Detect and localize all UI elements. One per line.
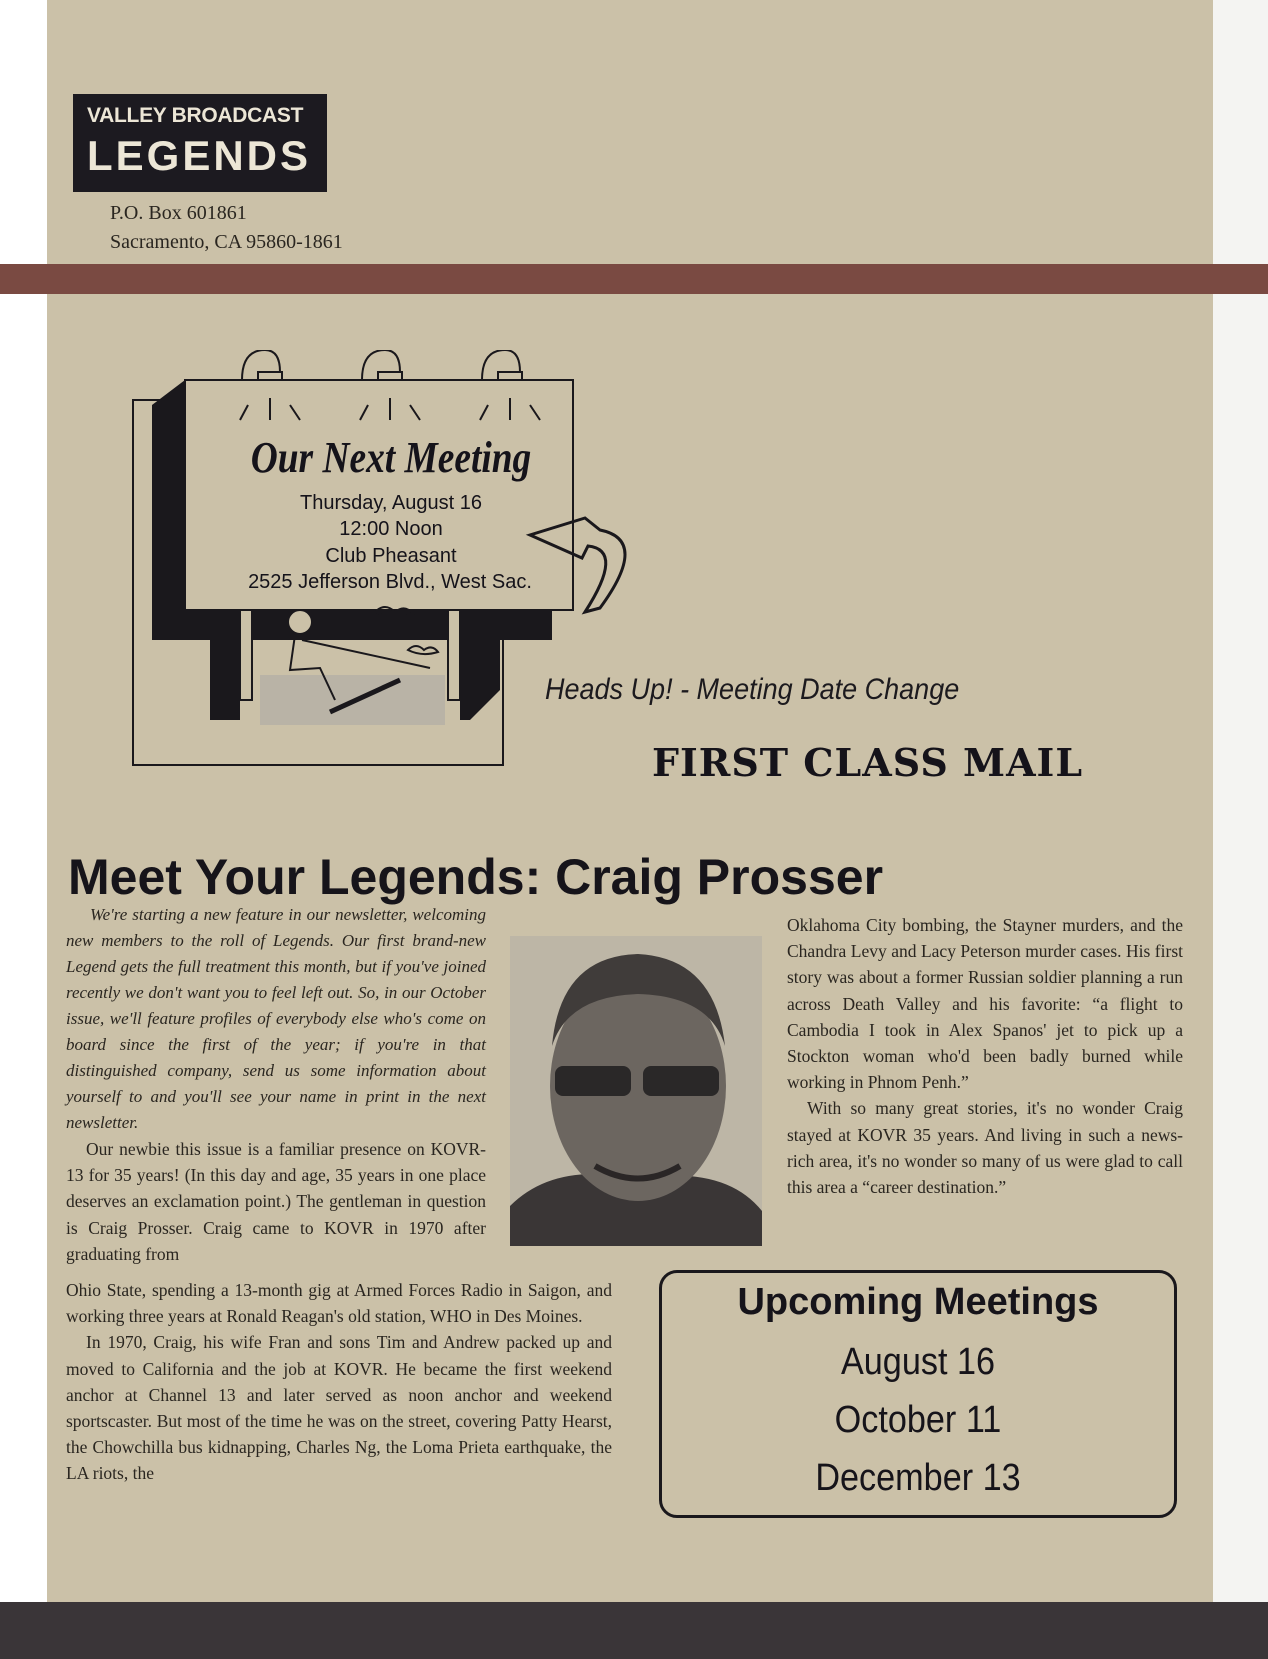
logo-line2: LEGENDS <box>87 132 312 179</box>
page-margin <box>1213 0 1268 1659</box>
article-paragraph: With so many great stories, it's no wonder Craig stayed at KOVR 35 years. And living in such a news-rich area, it's no wonder so many of us were glad to call this area a “career destination.” <box>787 1098 1183 1198</box>
article-paragraph: In 1970, Craig, his wife Fran and sons Tim and Andrew packed up and moved to California and the job at KOVR. He became the first weekend anchor at Channel 13 and later served as noon anchor and weekend sportscaster. But most of the time he was on the street, covering Patty Hearst, the Chowchilla bus kidnapping, Charles Ng, the Loma Prieta earthquake, the LA riots, the <box>66 1332 612 1484</box>
upcoming-meeting-date: August 16 <box>840 1341 996 1383</box>
article-paragraph: Ohio State, spending a 13-month gig at Armed Forces Radio in Saigon, and working three years at Ronald Reagan's old station, WHO in Des Moines. <box>66 1280 612 1327</box>
portrait-photo <box>510 936 762 1246</box>
meeting-address: 2525 Jefferson Blvd., West Sac. <box>248 571 532 593</box>
meeting-title: Our Next Meeting <box>250 433 532 482</box>
meeting-venue: Club Pheasant <box>325 545 457 567</box>
article-paragraph: Our newbie this issue is a familiar presence on KOVR-13 for 35 years! (In this day and age, 35 years in one place deserves an exclamation point.) The gentleman in question is Craig Prosser. Craig came to KOVR in 1970 after graduating from <box>66 1139 486 1264</box>
address-line2: Sacramento, CA 95860-1861 <box>110 231 343 253</box>
article-headline: Meet Your Legends: Craig Prosser <box>68 849 884 905</box>
article-intro: We're starting a new feature in our newsletter, welcoming new members to the roll of Legends. Our first brand-new Legend gets the full treatment this month, but if you've joined recently we don't want you to feel left out. So, in our October issue, we'll feature profiles of everybody else who's come on board since the first of the year; if you're in that distinguished company, send us some information about yourself to and you'll see your name in print in the next newsletter. <box>66 905 486 1132</box>
article-column-left-lower <box>66 1277 612 1487</box>
meeting-date: Thursday, August 16 <box>300 492 482 514</box>
article-column-right <box>787 912 1183 1200</box>
upcoming-meetings-title: Upcoming Meetings <box>737 1281 1099 1323</box>
address-line1: P.O. Box 601861 <box>110 202 247 224</box>
article-paragraph: Oklahoma City bombing, the Stayner murders, and the Chandra Levy and Lacy Peterson murder cases. His first story was about a former Russian soldier planning a run across Death Valley and his favorite: “a flight to Cambodia I took in Alex Spanos' jet to pick up a Stockton woman who'd been badly burned while working in Phnom Penh.” <box>787 915 1183 1093</box>
first-class-mail-label: FIRST CLASS MAIL <box>652 740 1084 785</box>
article-column-left <box>66 902 486 1267</box>
logo <box>73 94 327 192</box>
footer-band <box>0 1602 1268 1659</box>
upcoming-meeting-date: October 11 <box>834 1399 1002 1441</box>
header-divider-band <box>0 264 1268 294</box>
upcoming-meetings-box <box>659 1270 1177 1518</box>
upcoming-meeting-date: December 13 <box>815 1457 1021 1499</box>
logo-line1: VALLEY BROADCAST <box>87 104 304 127</box>
meeting-time: 12:00 Noon <box>339 518 443 540</box>
heads-up-notice: Heads Up! - Meeting Date Change <box>545 673 960 706</box>
